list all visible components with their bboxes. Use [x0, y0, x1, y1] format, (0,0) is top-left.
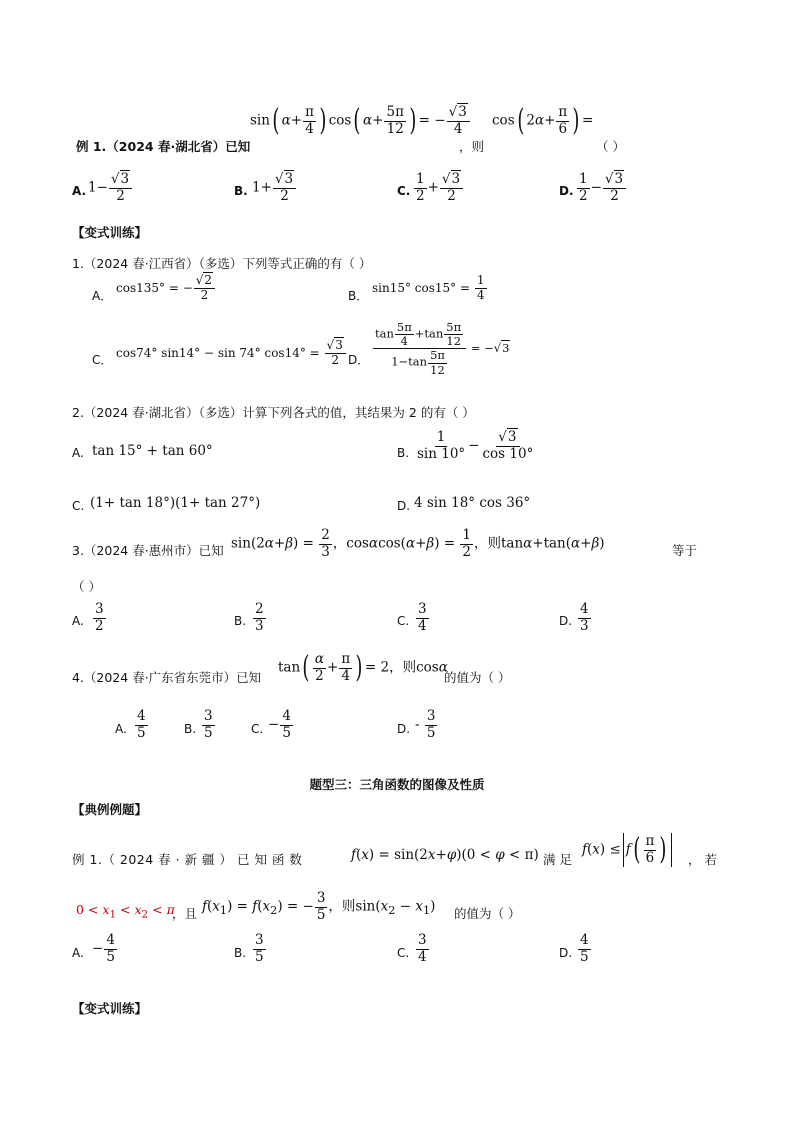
problem-3-option-c: $\frac{3}{4}$: [418, 601, 427, 634]
problem-2-option-a-label: A.: [72, 446, 84, 460]
example-2-option-d: $\frac{4}{5}$: [580, 932, 589, 965]
problem-4-formula: tan( $\frac{\alpha}{2}$ + $\frac{\pi}{4}$ ) = 2，则cosα: [278, 650, 448, 686]
variant-training-header-2: 【变式训练】: [72, 1001, 148, 1016]
problem-1-option-c-label: C．: [92, 353, 113, 367]
problem-3-blank: （ ）: [72, 579, 101, 594]
example-1-target-formula: cos( 2α+ $\frac{\pi}{6}$ ) =: [492, 103, 594, 139]
problem-3-formula: sin(2α+β) = $\frac{2}{3}$ ，cosαcos(α+β) = $\frac{1}{2}$ ，则tanα+tan(α+β): [231, 527, 605, 560]
problem-3-option-a: $\frac{3}{2}$: [95, 601, 104, 634]
example-2-option-d-label: D.: [559, 946, 573, 960]
problem-1-option-b: sin15° cos15° = $\frac{1}{4}$: [372, 273, 485, 302]
example-2-option-b: $\frac{3}{5}$: [255, 932, 264, 965]
problem-3-tail: 等于: [672, 543, 698, 558]
example-1-option-d: $\frac{1}{2}$ − $\frac{√3}{2}$: [576, 172, 627, 204]
problem-4-option-b: $\frac{3}{5}$: [204, 708, 213, 741]
example-1-option-b-label: B.: [234, 184, 248, 198]
example-2-option-c: $\frac{3}{4}$: [418, 932, 427, 965]
example-2-prefix: 例 1.（ 2024 春 · 新 疆 ） 已 知 函 数: [72, 852, 303, 867]
typical-example-header: 【典例例题】: [72, 802, 148, 817]
example-1-option-d-label: D.: [559, 184, 574, 198]
example-2-satisfy: 满 足: [543, 852, 572, 867]
problem-2-option-a: tan 15° + tan 60°: [92, 443, 213, 459]
problem-4-option-c: − $\frac{4}{5}$: [268, 708, 291, 741]
problem-4-option-d: - $\frac{3}{5}$: [415, 708, 436, 741]
problem-1-option-c: cos74° sin14° − sin 74° cos14° = $\frac{√3}{2}$: [116, 339, 347, 368]
example-1-option-a-label: A.: [72, 184, 87, 198]
problem-4-option-a-label: A.: [115, 722, 127, 736]
problem-1-option-b-label: B．: [348, 289, 369, 303]
problem-3-option-b-label: B.: [234, 614, 247, 628]
problem-4-option-c-label: C.: [251, 722, 264, 736]
example-2-ruo: ， 若: [688, 852, 717, 867]
example-2-option-c-label: C.: [397, 946, 410, 960]
problem-1-option-a-label: A．: [92, 289, 113, 303]
example-1-option-c-label: C.: [397, 184, 411, 198]
problem-4-tail: 的值为（ ）: [444, 670, 511, 685]
problem-1-option-d: tan $\frac{5\pi}{4}$ +tan $\frac{5\pi}{12}$ 1−tan $\frac{5\pi}{12}$ = −√3: [375, 320, 510, 377]
example-2-option-b-label: B.: [234, 946, 247, 960]
problem-3-option-d: $\frac{4}{3}$: [580, 601, 589, 634]
section-title: 题型三：三角函数的图像及性质: [309, 777, 485, 792]
problem-4-prefix: 4.（2024 春·广东省东莞市）已知: [72, 670, 262, 685]
example-2-equation: $f(x_1) = f(x_2)$ = − $\frac{3}{5}$ ，则$\sin(x_2 - x_1)$: [202, 890, 436, 923]
example-2-function: f(x) = sin(2x+φ)(0 < φ < π): [351, 847, 539, 863]
problem-2-option-d: 4 sin 18° cos 36°: [414, 495, 531, 511]
problem-3-option-b: $\frac{2}{3}$: [255, 601, 264, 634]
problem-2-option-b-label: B.: [397, 446, 410, 460]
example-2-range: $0 < x_1 < x_2 < \pi$: [76, 902, 175, 921]
problem-1-option-a: cos135° = − $\frac{√2}{2}$: [116, 274, 216, 303]
example-1-then: ，则: [459, 139, 485, 154]
problem-3-prefix: 3.（2024 春·惠州市）已知: [72, 543, 224, 558]
problem-4-option-b-label: B.: [184, 722, 197, 736]
example-1-option-b: 1+ $\frac{√3}{2}$: [252, 172, 297, 204]
problem-4-option-a: $\frac{4}{5}$: [137, 708, 146, 741]
example-2-tail: 的值为（ ）: [454, 906, 521, 921]
problem-3-option-d-label: D.: [559, 614, 573, 628]
problem-3-option-c-label: C.: [397, 614, 410, 628]
problem-1-stem: 1.（2024 春·江西省）（多选）下列等式正确的有（ ）: [72, 256, 372, 271]
example-1-prefix: 例 1.（2024 春·湖北省）已知: [76, 139, 251, 154]
example-2-option-a-label: A.: [72, 946, 84, 960]
problem-2-option-c-label: C.: [72, 499, 85, 513]
example-2-qie: ，且: [172, 906, 198, 921]
problem-3-option-a-label: A.: [72, 614, 84, 628]
problem-1-option-d-label: D．: [348, 353, 370, 367]
problem-2-option-c: (1+ tan 18°)(1+ tan 27°): [90, 495, 261, 511]
problem-4-option-d-label: D.: [397, 722, 411, 736]
example-1-condition-formula: sin( α+ $\frac{\pi}{4}$ ) cos( α+ $\frac{5\pi}{12}$ ) = − $\frac{√3}{4}$: [250, 105, 471, 137]
problem-2-stem: 2.（2024 春·湖北省）（多选）计算下列各式的值，其结果为 2 的有（ ）: [72, 405, 475, 420]
variant-training-header-1: 【变式训练】: [72, 225, 148, 240]
example-1-blank: （ ）: [596, 139, 625, 154]
example-1-option-c: $\frac{1}{2}$ + $\frac{√3}{2}$: [413, 172, 464, 204]
example-2-option-a: − $\frac{4}{5}$: [92, 932, 115, 965]
example-2-condition: f(x) ≤ f( $\frac{\pi}{6}$ ): [582, 833, 674, 867]
problem-2-option-b: $\frac{1}{\sin 10^\circ}$ − $\frac{√3}{\cos 10^\circ}$: [417, 429, 534, 462]
example-1-option-a: 1− $\frac{√3}{2}$: [88, 172, 133, 204]
problem-2-option-d-label: D.: [397, 499, 411, 513]
